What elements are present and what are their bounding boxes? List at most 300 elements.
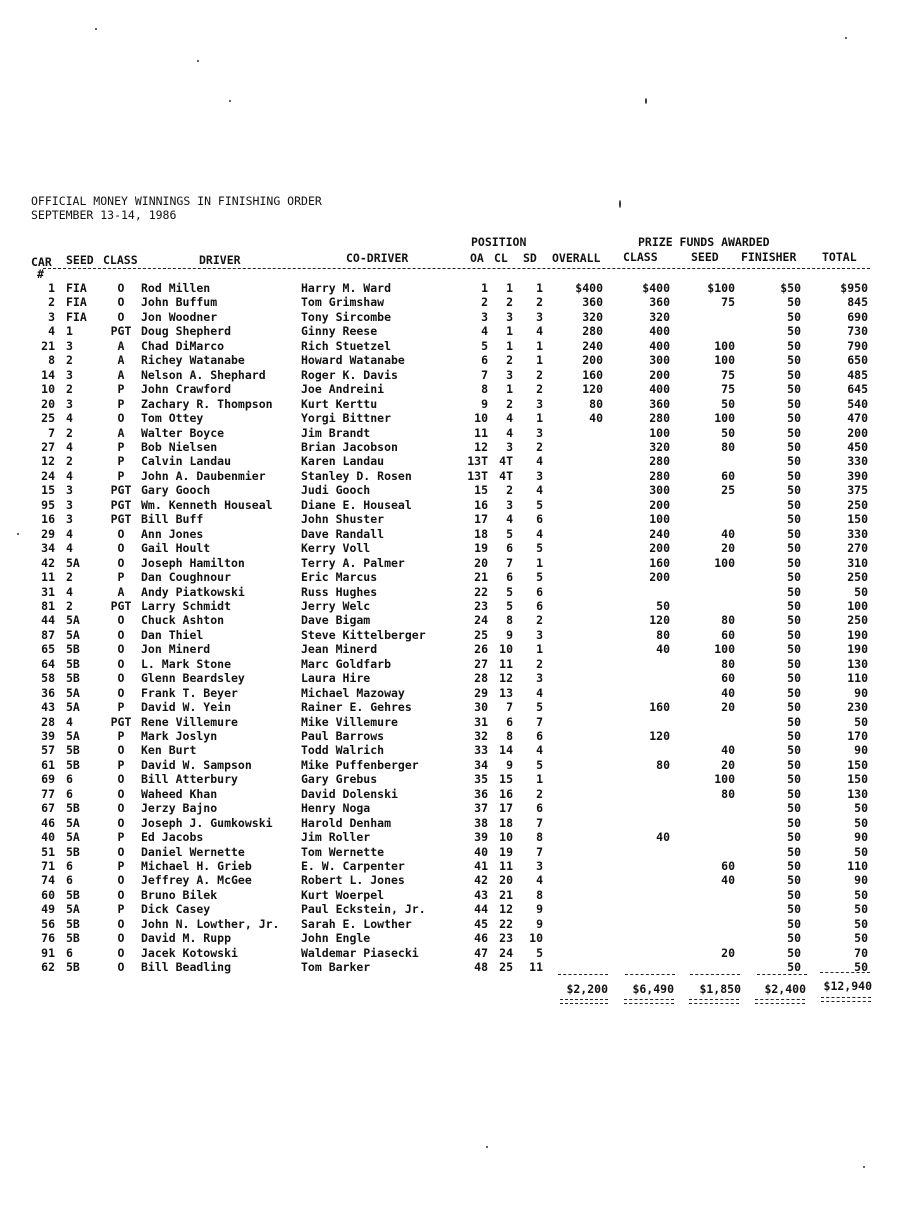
seed-position-cell: 2 [536,786,543,801]
class-position-cell: 6 [506,714,513,729]
total-prize-cell: 90 [854,830,868,845]
driver-cell: Jon Minerd [141,642,211,657]
oa-position-cell: 13T [467,454,488,469]
grand-total: $12,940 [823,979,872,993]
codriver-cell: Howard Watanabe [301,353,405,368]
codriver-cell: Jerry Welc [301,598,371,613]
oa-position-cell: 30 [474,700,488,714]
seed-cell: 3 [66,512,73,527]
seed-position-cell: 2 [536,656,543,671]
codriver-cell: Jean Minerd [301,642,378,657]
seed-cell: 3 [66,396,73,411]
class-position-cell: 12 [499,902,513,917]
finisher-prize-cell: 50 [787,367,801,382]
seed-column-header: SEED [66,253,94,267]
class-cell: O [117,801,125,816]
scan-speck [486,1146,488,1148]
seed-position-cell: 1 [536,353,543,368]
seed-prize-cell: 80 [721,439,735,454]
class-cell: O [117,295,125,310]
oa-position-cell: 25 [474,627,488,642]
car-number-cell: 24 [41,468,55,483]
seed-cell: 5B [66,656,80,671]
class-cell: P [117,439,125,454]
class-prize-cell: 200 [649,367,670,382]
seed-position-cell: 5 [536,570,543,584]
class-position-cell: 6 [506,570,513,584]
class-cell: O [117,309,125,324]
total-prize-cell: 190 [847,627,868,642]
seed-prize-cell: 20 [721,700,735,714]
seed-cell: 5B [66,844,80,859]
seed-position-cell: 8 [536,887,543,902]
oa-position-cell: 11 [474,425,488,440]
class-position-cell: 9 [506,627,513,642]
oa-position-cell: 24 [474,613,488,628]
seed-cell: 5A [66,700,80,714]
seed-prize-cell: $100 [707,281,735,295]
seed-cell: 5B [66,642,80,657]
driver-cell: David M. Rupp [141,931,232,946]
driver-cell: Walter Boyce [141,425,225,440]
car-number-cell: 62 [41,960,55,975]
driver-cell: Daniel Wernette [141,844,245,859]
oa-position-cell: 47 [474,945,488,960]
seed-prize-cell: 100 [714,642,735,657]
class-position-cell: 4 [506,411,513,425]
class-cell: P [117,700,125,714]
seed-cell: 3 [66,338,73,353]
car-number-cell: 67 [41,801,55,816]
total-prize-cell: 190 [847,642,868,657]
class-prize-cell: 400 [649,382,670,397]
car-number-cell: 2 [48,295,55,310]
driver-cell: Bob Nielsen [141,439,218,454]
total-prize-cell: 50 [854,931,868,946]
class-position-cell: 20 [499,873,513,888]
finisher-prize-cell: $50 [780,281,801,295]
seed-cell: FIA [66,295,87,310]
class-position-cell: 10 [499,642,513,657]
codriver-cell: Jim Brandt [301,425,371,440]
codriver-cell: Michael Mazoway [301,685,405,700]
codriver-cell: Ginny Reese [301,324,378,339]
seed-position-cell: 9 [536,916,543,931]
seed-position-cell: 5 [536,757,543,772]
seed-cell: 5B [66,743,80,758]
oa-position-cell: 6 [481,353,488,368]
class-cell: A [117,353,125,368]
header-divider [43,268,870,269]
total-prize-cell: 50 [854,960,868,975]
codriver-cell: Joe Andreini [301,382,385,397]
seed-cell: 5A [66,627,80,642]
oa-position-cell: 12 [474,439,488,454]
seed-position-cell: 2 [536,613,543,628]
sd-column-header: SD [523,251,537,265]
class-position-cell: 24 [499,945,513,960]
finisher-prize-cell: 50 [787,931,801,946]
class-position-cell: 2 [506,483,513,498]
total-prize-cell: 790 [847,338,868,353]
total-prize-cell: 150 [847,757,868,772]
class-prize-cell: 50 [656,598,670,613]
seed-cell: 1 [66,324,73,339]
codriver-cell: Kurt Kerttu [301,396,378,411]
class-position-cell: 7 [506,555,513,570]
seed-prize-cell: 40 [721,526,735,541]
oa-position-cell: 44 [474,902,488,917]
class-prize-cell: 320 [649,309,670,324]
car-number-cell: 87 [41,627,55,642]
codriver-cell: Tom Grimshaw [301,295,385,310]
total-prize-cell: 50 [854,801,868,816]
overall-prize-cell: 320 [582,309,603,324]
finisher-prize-cell: 50 [787,570,801,584]
seed-cell: 5B [66,916,80,931]
total-prize-cell: 90 [854,743,868,758]
class-cell: P [117,729,125,743]
total-prize-cell: $950 [840,281,868,295]
seed-cell: 5B [66,960,80,975]
finisher-prize-cell: 50 [787,844,801,859]
seed-cell: 4 [66,526,73,541]
seed-position-cell: 5 [536,497,543,512]
car-number-cell: 28 [41,714,55,729]
seed-prize-cell: 80 [721,656,735,671]
class-cell: O [117,815,125,830]
class-position-cell: 2 [506,396,513,411]
oa-position-cell: 5 [481,338,488,353]
class-position-cell: 9 [506,757,513,772]
finisher-prize-cell: 50 [787,902,801,917]
seed-prize-cell: 50 [721,396,735,411]
codriver-cell: Steve Kittelberger [301,627,426,642]
class-cell: P [117,757,125,772]
codriver-cell: E. W. Carpenter [301,859,405,873]
car-column-header: CAR [31,255,52,269]
driver-cell: Doug Shepherd [141,324,232,339]
seed-cell: 5A [66,685,80,700]
class-prize-cell: 280 [649,411,670,425]
seed-cell: 4 [66,714,73,729]
class-cell: O [117,526,125,541]
car-number-cell: 42 [41,555,55,570]
finisher-prize-cell: 50 [787,830,801,845]
total-prize-cell: 250 [847,570,868,584]
car-number-cell: 10 [41,382,55,397]
seed-prize-cell: 40 [721,743,735,758]
class-position-cell: 1 [506,281,513,295]
prize-class-column-header: CLASS [623,250,658,264]
car-number-cell: 34 [41,541,55,556]
car-number-sign: # [37,267,44,281]
car-number-cell: 25 [41,411,55,425]
finisher-prize-cell: 50 [787,598,801,613]
class-cell: O [117,960,125,975]
car-number-cell: 51 [41,844,55,859]
seed-position-cell: 4 [536,454,543,469]
prize-funds-group-header: PRIZE FUNDS AWARDED [638,235,770,249]
overall-prize-cell: 240 [582,338,603,353]
seed-prize-cell: 80 [721,613,735,628]
class-cell: O [117,555,125,570]
class-cell: P [117,382,125,397]
car-number-cell: 12 [41,454,55,469]
seed-cell: 3 [66,483,73,498]
driver-cell: Jon Woodner [141,309,218,324]
seed-prize-cell: 100 [714,555,735,570]
seed-position-cell: 7 [536,714,543,729]
overall-prize-cell: 360 [582,295,603,310]
finisher-prize-cell: 50 [787,324,801,339]
class-position-cell: 5 [506,584,513,599]
car-number-cell: 16 [41,512,55,527]
class-cell: O [117,931,125,946]
class-prize-cell: 100 [649,425,670,440]
class-cell: O [117,772,125,787]
finisher-total: $2,400 [764,982,806,996]
oa-position-cell: 9 [481,396,488,411]
finisher-prize-cell: 50 [787,584,801,599]
seed-cell: 5B [66,887,80,902]
seed-position-cell: 1 [536,642,543,657]
seed-position-cell: 5 [536,700,543,714]
total-prize-cell: 50 [854,714,868,729]
driver-cell: Joseph Hamilton [141,555,245,570]
class-cell: A [117,367,125,382]
finisher-prize-cell: 50 [787,786,801,801]
finisher-prize-cell: 50 [787,859,801,873]
total-prize-cell: 150 [847,512,868,527]
oa-position-cell: 4 [481,324,488,339]
car-number-cell: 1 [48,281,55,295]
oa-position-cell: 29 [474,685,488,700]
finisher-prize-cell: 50 [787,945,801,960]
finisher-prize-cell: 50 [787,729,801,743]
class-prize-cell: 40 [656,642,670,657]
class-prize-cell: 280 [649,454,670,469]
driver-cell: Nelson A. Shephard [141,367,266,382]
class-cell: O [117,873,125,888]
class-prize-cell: 360 [649,295,670,310]
finisher-prize-cell: 50 [787,757,801,772]
scan-speck [619,200,621,208]
class-position-cell: 3 [506,439,513,454]
seed-total-double-rule [689,999,739,1004]
total-prize-cell: 250 [847,613,868,628]
finisher-prize-cell: 50 [787,468,801,483]
car-number-cell: 56 [41,916,55,931]
finisher-prize-cell: 50 [787,425,801,440]
finisher-total-rule [757,974,807,975]
class-position-cell: 5 [506,526,513,541]
codriver-cell: John Shuster [301,512,385,527]
car-number-cell: 65 [41,642,55,657]
class-cell: O [117,656,125,671]
class-cell: P [117,468,125,483]
finisher-prize-cell: 50 [787,353,801,368]
overall-prize-cell: 80 [589,396,603,411]
seed-cell: 4 [66,584,73,599]
total-prize-cell: 470 [847,411,868,425]
car-number-cell: 64 [41,656,55,671]
seed-cell: 2 [66,382,73,397]
codriver-cell: Kerry Voll [301,541,371,556]
class-total-rule [625,974,675,975]
cl-column-header: CL [494,251,508,265]
class-position-cell: 1 [506,324,513,339]
codriver-cell: Yorgi Bittner [301,411,392,425]
seed-position-cell: 5 [536,945,543,960]
seed-cell: 2 [66,598,73,613]
class-cell: O [117,671,125,686]
driver-cell: Tom Ottey [141,411,204,425]
class-cell: O [117,887,125,902]
oa-position-cell: 22 [474,584,488,599]
seed-position-cell: 2 [536,382,543,397]
seed-position-cell: 1 [536,338,543,353]
seed-cell: 4 [66,439,73,454]
total-prize-cell: 130 [847,656,868,671]
oa-position-cell: 39 [474,830,488,845]
driver-cell: Gail Hoult [141,541,211,556]
seed-position-cell: 2 [536,439,543,454]
seed-position-cell: 3 [536,425,543,440]
codriver-cell: Tom Wernette [301,844,385,859]
car-number-cell: 61 [41,757,55,772]
seed-position-cell: 4 [536,685,543,700]
driver-cell: Bruno Bilek [141,887,218,902]
scan-speck [95,28,97,30]
class-position-cell: 11 [499,859,513,873]
class-prize-cell: 160 [649,700,670,714]
seed-prize-cell: 20 [721,945,735,960]
oa-position-cell: 40 [474,844,488,859]
scan-speck [645,98,647,104]
seed-position-cell: 3 [536,309,543,324]
overall-prize-cell: 40 [589,411,603,425]
class-prize-cell: 80 [656,627,670,642]
driver-cell: Glenn Beardsley [141,671,245,686]
seed-position-cell: 6 [536,512,543,527]
codriver-cell: Todd Walrich [301,743,385,758]
class-prize-cell: 400 [649,338,670,353]
oa-column-header: OA [470,251,484,265]
car-number-cell: 49 [41,902,55,917]
total-prize-cell: 390 [847,468,868,483]
class-total-double-rule [624,999,674,1004]
car-number-cell: 11 [41,570,55,584]
car-number-cell: 40 [41,830,55,845]
total-prize-cell: 230 [847,700,868,714]
seed-cell: FIA [66,281,87,295]
codriver-cell: Brian Jacobson [301,439,398,454]
class-cell: O [117,685,125,700]
driver-cell: John Crawford [141,382,232,397]
finisher-prize-cell: 50 [787,801,801,816]
total-prize-cell: 100 [847,598,868,613]
seed-cell: 6 [66,873,73,888]
car-number-cell: 39 [41,729,55,743]
class-cell: PGT [110,483,132,498]
finisher-prize-cell: 50 [787,815,801,830]
seed-cell: 5B [66,757,80,772]
class-prize-cell: 280 [649,468,670,483]
class-cell: P [117,396,125,411]
driver-cell: Calvin Landau [141,454,232,469]
class-position-cell: 2 [506,353,513,368]
class-cell: O [117,786,125,801]
seed-position-cell: 9 [536,902,543,917]
oa-position-cell: 27 [474,656,488,671]
total-prize-cell: 90 [854,873,868,888]
class-position-cell: 7 [506,700,513,714]
driver-cell: Larry Schmidt [141,598,232,613]
class-cell: PGT [110,497,132,512]
driver-cell: Jacek Kotowski [141,945,238,960]
finisher-prize-cell: 50 [787,714,801,729]
seed-cell: 6 [66,859,73,873]
total-prize-cell: 130 [847,786,868,801]
driver-column-header: DRIVER [199,253,241,267]
seed-position-cell: 4 [536,483,543,498]
finisher-prize-cell: 50 [787,916,801,931]
driver-cell: John A. Daubenmier [141,468,266,483]
oa-position-cell: 3 [481,309,488,324]
seed-position-cell: 6 [536,584,543,599]
oa-position-cell: 15 [474,483,488,498]
class-position-cell: 4T [499,468,513,483]
class-cell: A [117,425,125,440]
codriver-cell: Gary Grebus [301,772,378,787]
seed-position-cell: 2 [536,295,543,310]
oa-position-cell: 26 [474,642,488,657]
class-position-cell: 6 [506,541,513,556]
codriver-cell: Mike Puffenberger [301,757,419,772]
seed-position-cell: 4 [536,873,543,888]
class-position-cell: 10 [499,830,513,845]
class-position-cell: 8 [506,729,513,743]
seed-prize-cell: 60 [721,859,735,873]
seed-cell: 5A [66,830,80,845]
codriver-cell: Terry A. Palmer [301,555,405,570]
driver-cell: Richey Watanabe [141,353,245,368]
seed-cell: 3 [66,367,73,382]
oa-position-cell: 37 [474,801,488,816]
car-number-cell: 31 [41,584,55,599]
car-number-cell: 4 [48,324,55,339]
codriver-cell: Judi Gooch [301,483,371,498]
seed-cell: 6 [66,772,73,787]
class-prize-cell: 400 [649,324,670,339]
oa-position-cell: 1 [481,281,488,295]
seed-prize-cell: 40 [721,873,735,888]
oa-position-cell: 41 [474,859,488,873]
finisher-prize-cell: 50 [787,338,801,353]
class-position-cell: 12 [499,671,513,686]
codriver-cell: Mike Villemure [301,714,398,729]
overall-prize-cell: 120 [582,382,603,397]
codriver-cell: Tom Barker [301,960,371,975]
class-position-cell: 18 [499,815,513,830]
seed-cell: 2 [66,353,73,368]
class-position-cell: 3 [506,367,513,382]
seed-cell: 5B [66,801,80,816]
car-number-cell: 15 [41,483,55,498]
seed-prize-cell: 20 [721,541,735,556]
driver-cell: Andy Piatkowski [141,584,245,599]
